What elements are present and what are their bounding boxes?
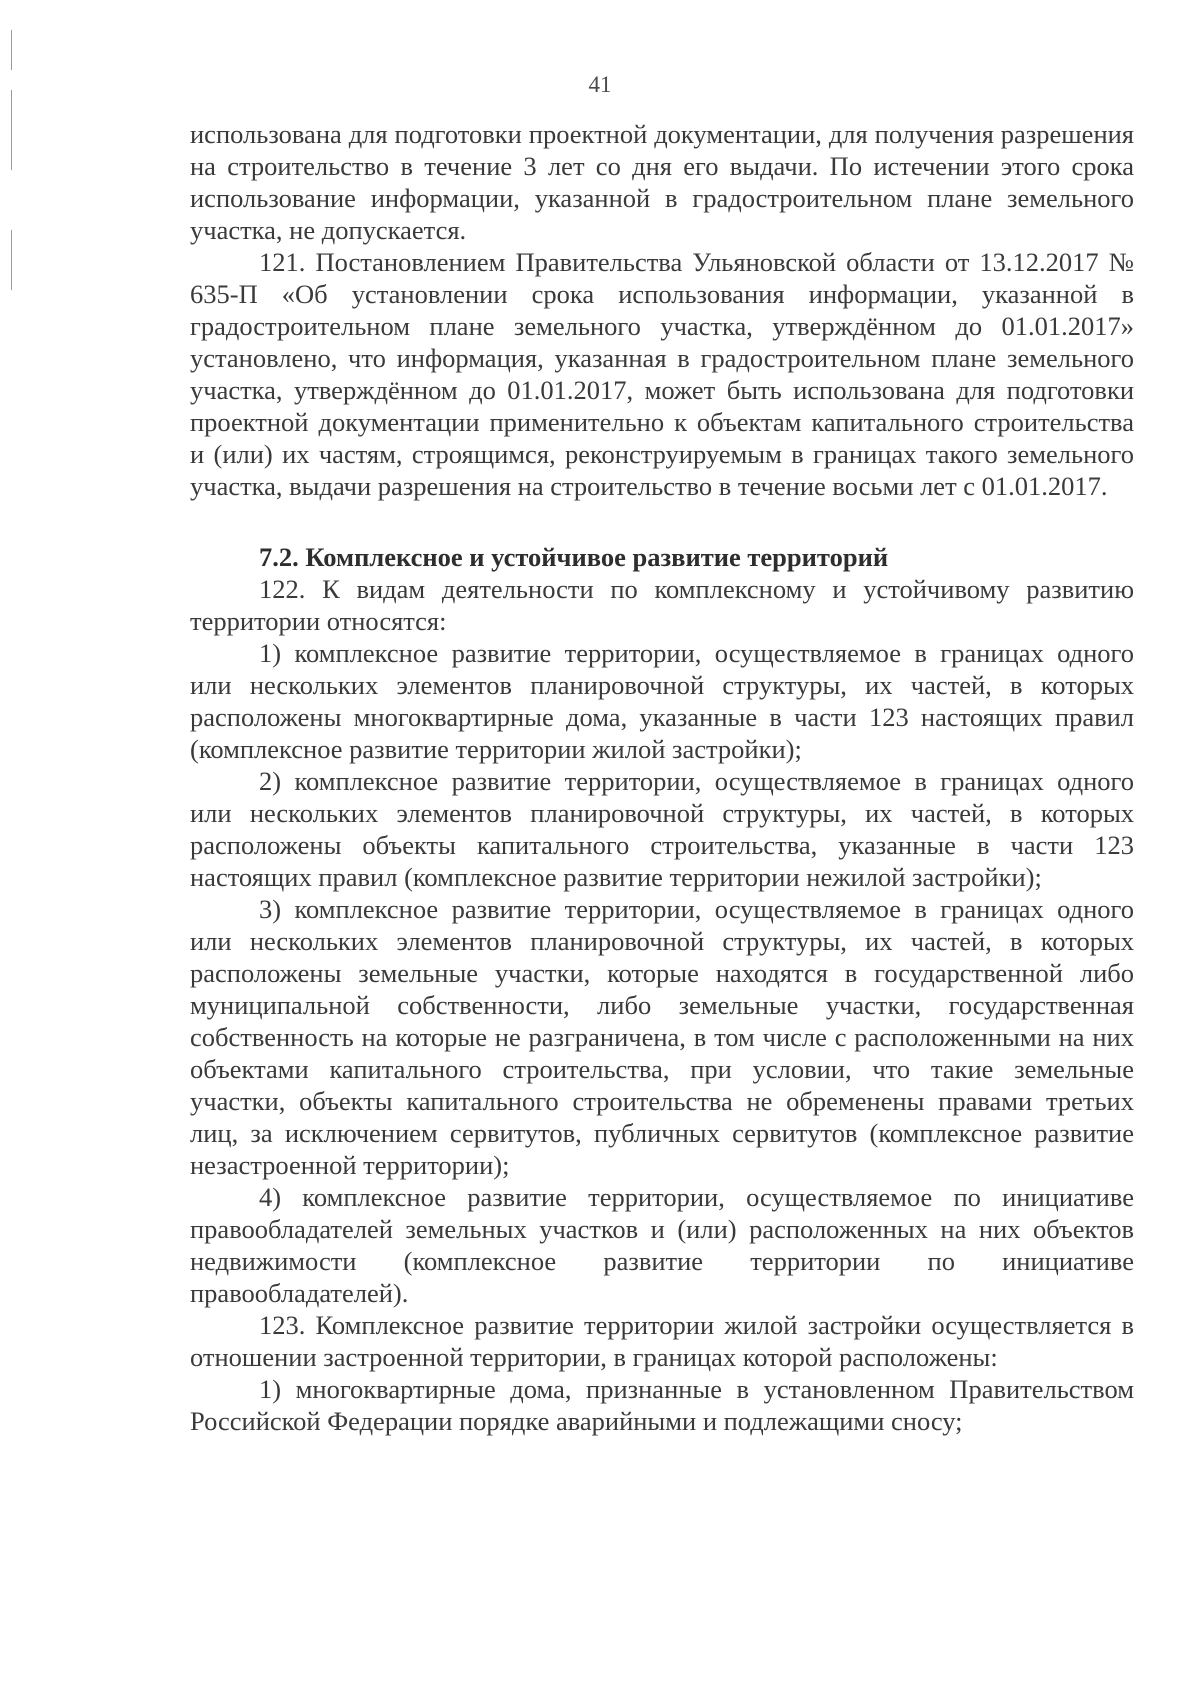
- scan-edge-mark: [11, 230, 12, 290]
- page-number: 41: [588, 72, 612, 97]
- list-item-3: 3) комплексное развитие территории, осуществляемое в границах одного или нескольких элементов планировочной структуры, их частей, в которых расположены земельные участки, которые находятся в государственной либо муниципальной собственности, либо земельные участки, государственная собственность на которые не разграничена, в том числе с расположенными на них объектами капитального строительства, при условии, что такие земельные участки, объекты капитального строительства не обременены правами третьих лиц, за исключением сервитутов, публичных сервитутов (комплексное развитие незастроенной территории);: [190, 894, 1134, 1180]
- section-heading: 7.2. Комплексное и устойчивое развитие территорий: [259, 542, 889, 572]
- list-item-1: 1) комплексное развитие территории, осуществляемое в границах одного или нескольких элементов планировочной структуры, их частей, в которых расположены многоквартирные дома, указанные в части 123 настоящих правил (комплексное развитие территории жилой застройки);: [190, 638, 1134, 764]
- document-body: [190, 118, 1134, 1437]
- paragraph-122: 122. К видам деятельности по комплексному и устойчивому развитию территории относятся:: [190, 574, 1134, 636]
- list-item-123-1: 1) многоквартирные дома, признанные в установленном Правительством Российской Федерации порядке аварийными и подлежащими сносу;: [190, 1374, 1134, 1436]
- list-item-4: 4) комплексное развитие территории, осуществляемое по инициативе правообладателей земельных участков и (или) расположенных на них объектов недвижимости (комплексное развитие территории по инициативе правообладателей).: [190, 1182, 1134, 1308]
- list-item-2: 2) комплексное развитие территории, осуществляемое в границах одного или нескольких элементов планировочной структуры, их частей, в которых расположены объекты капитального строительства, указанные в части 123 настоящих правил (комплексное развитие территории нежилой застройки);: [190, 766, 1134, 892]
- scan-edge-mark: [11, 90, 12, 170]
- scan-edge-mark: [11, 30, 12, 70]
- paragraph-121: 121. Постановлением Правительства Ульяновской области от 13.12.2017 № 635-П «Об установлении срока использования информации, указанной в градостроительном плане земельного участка, утверждённом до 01.01.2017» установлено, что информация, указанная в градостроительном плане земельного участка, утверждённом до 01.01.2017, может быть использована для подготовки проектной документации применительно к объектам капитального строительства и (или) их частям, строящимся, реконструируемым в границах такого земельного участка, выдачи разрешения на строительство в течение восьми лет с 01.01.2017.: [190, 247, 1134, 501]
- paragraph: использована для подготовки проектной документации, для получения разрешения на строительство в течение 3 лет со дня его выдачи. По истечении этого срока использование информации, указанной в градостроительном плане земельного участка, не допускается.: [190, 119, 1134, 245]
- paragraph-123: 123. Комплексное развитие территории жилой застройки осуществляется в отношении застроенной территории, в границах которой расположены:: [190, 1310, 1134, 1372]
